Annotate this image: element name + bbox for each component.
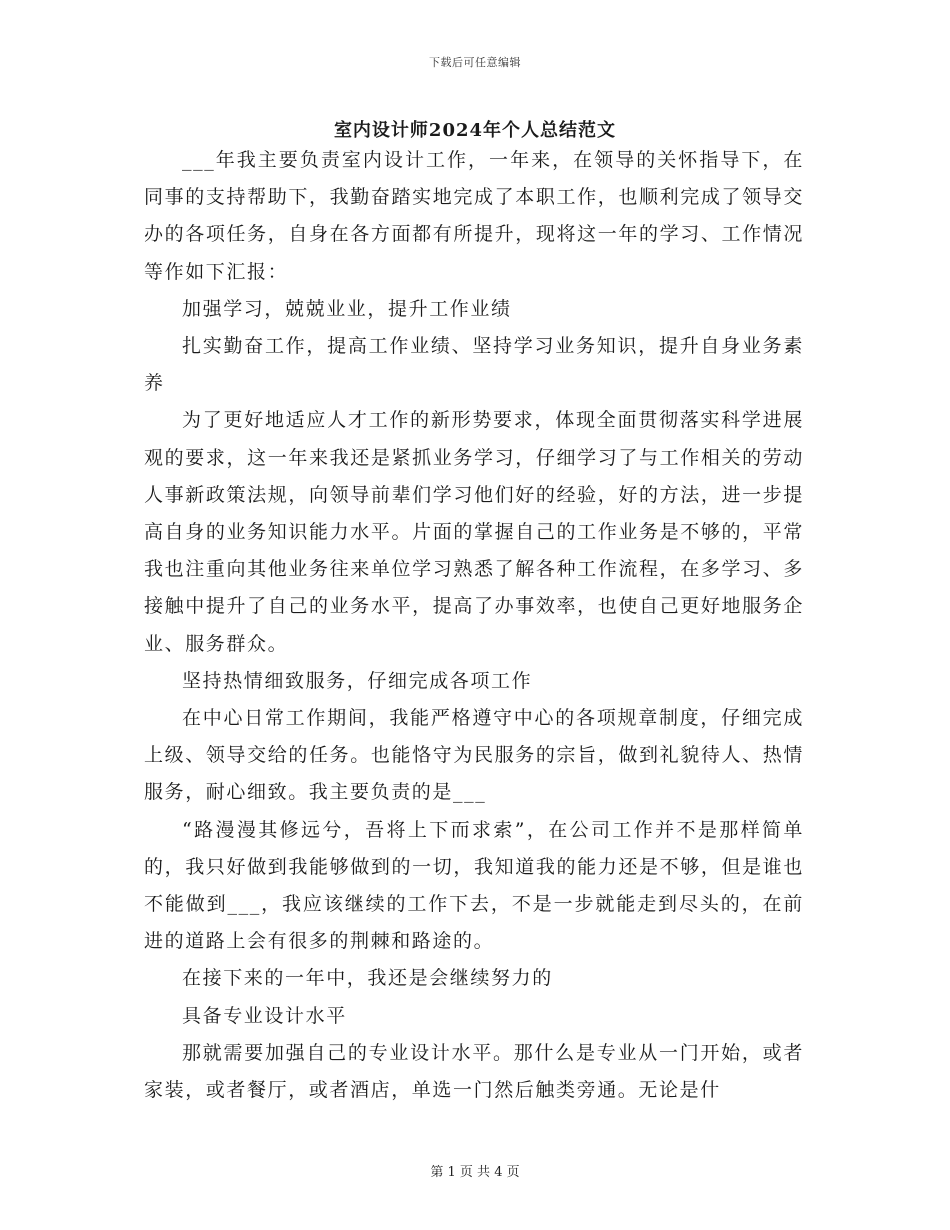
paragraph-design-skill: 那就需要加强自己的专业设计水平。那什么是专业从一门开始，或者家装，或者餐厅，或者酒店，单选一门然后触类旁通。无论是什 <box>144 1041 804 1102</box>
heading-study: 加强学习，兢兢业业，提升工作业绩 <box>182 297 512 320</box>
heading-next-year: 在接下来的一年中，我还是会继续努力的 <box>182 967 553 990</box>
document-title: 室内设计师2024年个人总结范文 <box>333 120 617 141</box>
page-footer: 第 1 页 共 4 页 <box>430 1165 520 1180</box>
paragraph-quote: “路漫漫其修远兮，吾将上下而求索”，在公司工作并不是那样简单的，我只好做到我能够做到的一切，我知道我的能力还是不够，但是谁也不能做到___，我应该继续的工作下去，不是一步就能走到尽头的，在前进的道路上会有很多的荆棘和路途的。 <box>144 818 804 953</box>
heading-service: 坚持热情细致服务，仔细完成各项工作 <box>182 669 533 692</box>
subheading-work: 扎实勤奋工作，提高工作业绩、坚持学习业务知识，提升自身业务素养 <box>144 335 804 395</box>
page-header: 下载后可任意编辑 <box>429 56 521 69</box>
paragraph-service: 在中心日常工作期间，我能严格遵守中心的各项规章制度，仔细完成上级、领导交给的任务。也能恪守为民服务的宗旨，做到礼貌待人、热情服务，耐心细致。我主要负责的是___ <box>144 707 804 804</box>
heading-design-skill: 具备专业设计水平 <box>182 1004 347 1027</box>
paragraph-study: 为了更好地适应人才工作的新形势要求，体现全面贯彻落实科学进展观的要求，这一年来我还是紧抓业务学习，仔细学习了与工作相关的劳动人事新政策法规，向领导前辈们学习他们好的经验，好的方法，进一步提高自身的业务知识能力水平。片面的掌握自己的工作业务是不够的，平常我也注重向其他业务往来单位学习熟悉了解各种工作流程，在多学习、多接触中提升了自己的业务水平，提高了办事效率，也使自己更好地服务企业、服务群众。 <box>144 409 804 655</box>
paragraph-intro: ___年我主要负责室内设计工作，一年来，在领导的关怀指导下，在同事的支持帮助下，我勤奋踏实地完成了本职工作，也顺利完成了领导交办的各项任务，自身在各方面都有所提升，现将这一年的学习、工作情况等作如下汇报： <box>144 149 804 283</box>
document-body <box>144 142 804 1109</box>
